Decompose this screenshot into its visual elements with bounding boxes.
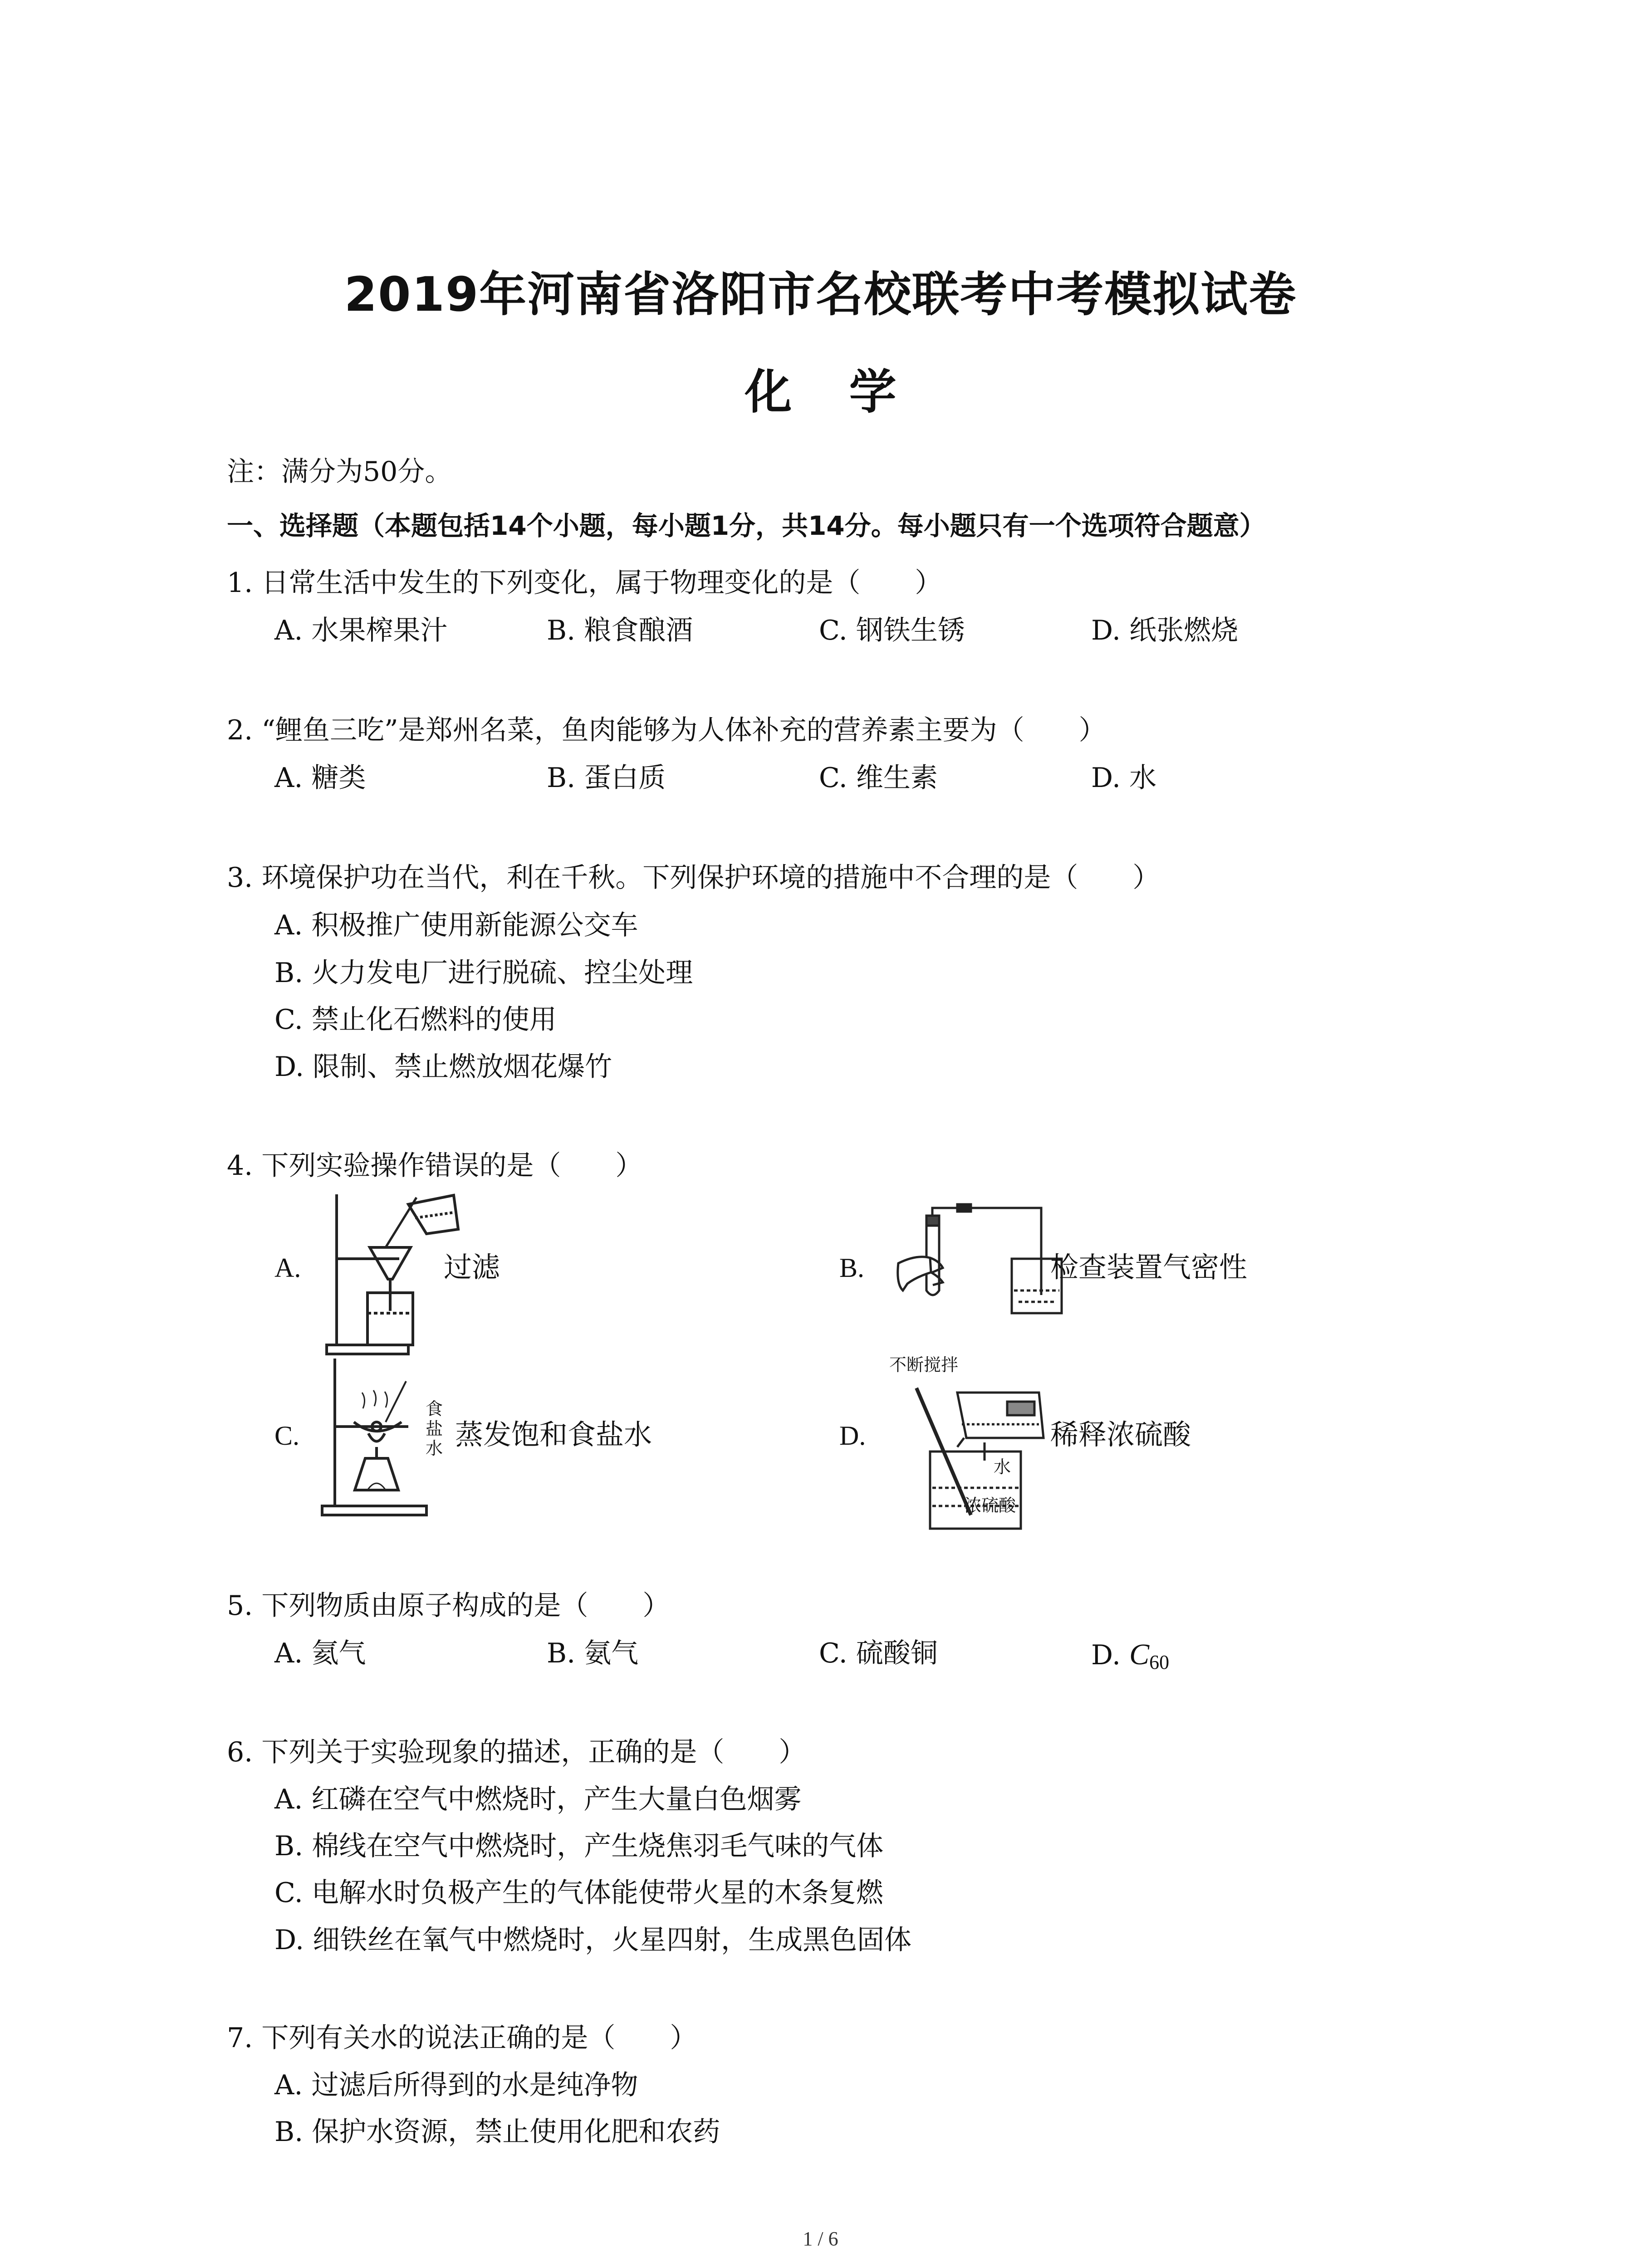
q5-option-b: B. 氨气 [547, 1637, 639, 1669]
score-note: 注：满分为50分。 [227, 456, 452, 488]
subject-title: 化 学 [745, 364, 896, 420]
exam-title: 2019年河南省洛阳市名校联考中考模拟试卷 [344, 267, 1297, 322]
q4-option-d-caption: 稀释浓硫酸 [1050, 1418, 1191, 1451]
q4-option-d-letter: D. [839, 1421, 866, 1451]
acid-label: 浓硫酸 [964, 1496, 1016, 1515]
q5-option-c: C. 硫酸铜 [819, 1637, 938, 1669]
q3-option-a: A. 积极推广使用新能源公交车 [274, 909, 638, 941]
q5-option-d: D. $C_{60}$ [1091, 1638, 1170, 1673]
q2-option-a: A. 糖类 [274, 762, 366, 794]
question-4-stem: 4. 下列实验操作错误的是（ ） [227, 1150, 643, 1182]
section-heading: 一、选择题（本题包括14个小题，每小题1分，共14分。每小题只有一个选项符合题意） [227, 510, 1266, 541]
airtightness-diagram [889, 1204, 1062, 1318]
q4-option-a-letter: A. [274, 1253, 301, 1283]
q2-option-b: B. 蛋白质 [547, 762, 666, 794]
question-5-stem: 5. 下列物质由原子构成的是（ ） [227, 1590, 670, 1622]
q1-option-b: B. 粮食酿酒 [547, 615, 693, 646]
question-3-stem: 3. 环境保护功在当代，利在千秋。下列保护环境的措施中不合理的是（ ） [227, 862, 1160, 894]
q7-option-a: A. 过滤后所得到的水是纯净物 [274, 2069, 638, 2101]
page-number: 1 / 6 [803, 2228, 838, 2250]
question-6-stem: 6. 下列关于实验现象的描述，正确的是（ ） [227, 1736, 806, 1768]
q3-option-c: C. 禁止化石燃料的使用 [274, 1004, 557, 1036]
q6-option-d: D. 细铁丝在氧气中燃烧时，火星四射，生成黑色固体 [274, 1924, 912, 1956]
q4-option-c-caption: 蒸发饱和食盐水 [455, 1418, 652, 1451]
q4-option-b-caption: 检查装置气密性 [1050, 1251, 1248, 1284]
q6-option-b: B. 棉线在空气中燃烧时，产生烧焦羽毛气味的气体 [274, 1830, 884, 1862]
q1-option-a: A. 水果榨果汁 [274, 615, 448, 646]
q6-option-a: A. 红磷在空气中燃烧时，产生大量白色烟雾 [274, 1784, 802, 1815]
stir-label: 不断搅拌 [889, 1355, 959, 1375]
question-7-stem: 7. 下列有关水的说法正确的是（ ） [227, 2022, 697, 2054]
q2-option-c: C. 维生素 [819, 762, 938, 794]
q5-option-a: A. 氦气 [274, 1637, 366, 1669]
q3-option-d: D. 限制、禁止燃放烟花爆竹 [274, 1051, 612, 1083]
question-1-stem: 1. 日常生活中发生的下列变化，属于物理变化的是（ ） [227, 567, 942, 599]
salt-water-label: 食 盐 水 [425, 1399, 443, 1459]
q4-option-b-letter: B. [839, 1253, 865, 1283]
q1-option-c: C. 钢铁生锈 [819, 615, 965, 646]
water-label: 水 [994, 1457, 1011, 1477]
q7-option-b: B. 保护水资源，禁止使用化肥和农药 [274, 2116, 720, 2148]
question-2-stem: 2. “鲤鱼三吃”是郑州名菜，鱼肉能够为人体补充的营养素主要为（ ） [227, 714, 1106, 746]
q1-option-d: D. 纸张燃烧 [1091, 615, 1239, 646]
q6-option-c: C. 电解水时负极产生的气体能使带火星的木条复燃 [274, 1877, 883, 1909]
q4-option-c-letter: C. [274, 1421, 300, 1451]
q3-option-b: B. 火力发电厂进行脱硫、控尘处理 [274, 957, 693, 989]
c60-formula: $C_{60}$ [1129, 1638, 1170, 1673]
q2-option-d: D. 水 [1091, 762, 1157, 794]
q4-option-a-caption: 过滤 [444, 1251, 500, 1284]
